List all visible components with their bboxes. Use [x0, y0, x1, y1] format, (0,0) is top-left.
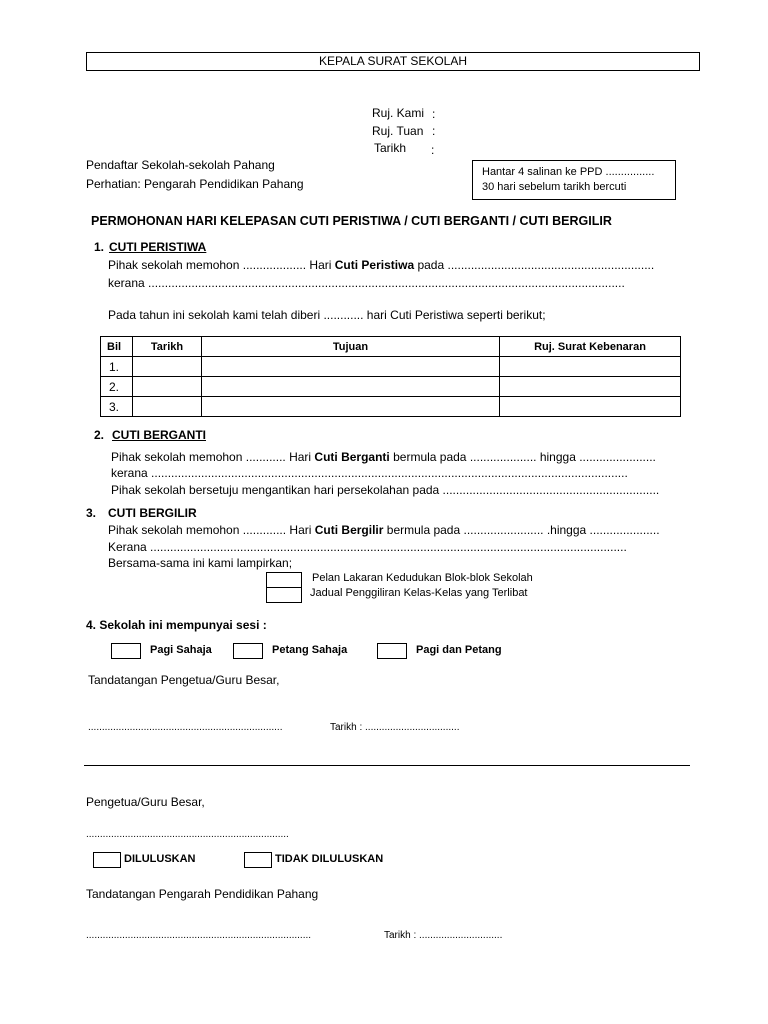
section3-line3: Bersama-sama ini kami lampirkan;: [108, 556, 293, 570]
diluluskan-checkbox[interactable]: [93, 852, 121, 868]
addressee-line1: Pendaftar Sekolah-sekolah Pahang: [86, 158, 275, 172]
col-tarikh: Tarikh: [133, 337, 202, 357]
letterhead-text: KEPALA SURAT SEKOLAH: [318, 54, 468, 68]
letterhead-box: [86, 52, 700, 71]
section3-line1-c: bermula pada ........................ .hingga .....................: [383, 523, 660, 537]
section2-line1-a: Pihak sekolah memohon ............ Hari: [111, 450, 315, 464]
tarikh-cell[interactable]: [133, 397, 202, 417]
row-number: 2.: [101, 377, 133, 397]
director-signature-line[interactable]: .................................................................................: [86, 930, 312, 941]
tarikh-cell[interactable]: [133, 377, 202, 397]
section2-line1: [111, 450, 656, 464]
section2-line1-c: bermula pada .................... hingga .......................: [389, 450, 656, 464]
section1-line1-bold: Cuti Peristiwa: [334, 258, 415, 272]
tujuan-cell[interactable]: [202, 397, 500, 417]
attach-plan-label: Pelan Lakaran Kedudukan Blok-blok Sekolah: [312, 572, 533, 584]
table-header-row: [101, 337, 681, 357]
diluluskan-label: DILULUSKAN: [124, 853, 196, 865]
tarikh-cell[interactable]: [133, 357, 202, 377]
tarikh-colon: :: [431, 143, 435, 157]
col-ruj-surat: Ruj. Surat Kebenaran: [500, 337, 681, 357]
pagi-sahaja-label: Pagi Sahaja: [150, 644, 212, 656]
section3-line1-bold: Cuti Bergilir: [314, 523, 384, 537]
reply-salutation: Pengetua/Guru Besar,: [86, 795, 205, 809]
row-number: 1.: [101, 357, 133, 377]
addressee-line2: Perhatian: Pengarah Pendidikan Pahang: [86, 177, 304, 191]
col-tujuan: Tujuan: [202, 337, 500, 357]
section3-line2: Kerana ...............................................................................................................................................: [108, 540, 627, 554]
ruj-surat-cell[interactable]: [500, 357, 681, 377]
attach-plan-checkbox[interactable]: [266, 572, 302, 588]
petang-sahaja-label: Petang Sahaja: [272, 644, 348, 656]
section2-line1-bold: Cuti Berganti: [314, 450, 390, 464]
table-row: [101, 377, 681, 397]
form-title: PERMOHONAN HARI KELEPASAN CUTI PERISTIWA / CUTI BERGANTI / CUTI BERGILIR: [91, 214, 612, 228]
tidak-diluluskan-checkbox[interactable]: [244, 852, 272, 868]
tidak-diluluskan-label: TIDAK DILULUSKAN: [275, 853, 384, 865]
ruj-kami-label: Ruj. Kami: [372, 106, 425, 120]
section3-heading: CUTI BERGILIR: [108, 506, 197, 520]
ruj-surat-cell[interactable]: [500, 377, 681, 397]
note-line1: Hantar 4 salinan ke PPD ................: [482, 166, 655, 178]
cuti-peristiwa-table: [100, 336, 681, 417]
ruj-tuan-colon: :: [432, 124, 436, 138]
section2-line2: kerana ...............................................................................................................................................: [111, 466, 628, 480]
ruj-kami-colon: :: [432, 107, 436, 121]
pagi-petang-label: Pagi dan Petang: [416, 644, 502, 656]
section3-line1: [108, 523, 660, 537]
section2-heading: CUTI BERGANTI: [112, 428, 206, 442]
attach-schedule-label: Jadual Penggiliran Kelas-Kelas yang Terlibat: [310, 587, 528, 599]
director-date[interactable]: Tarikh : ..............................: [384, 930, 503, 941]
section1-line1: [108, 258, 654, 272]
table-row: [101, 397, 681, 417]
note-line2: 30 hari sebelum tarikh bercuti: [482, 181, 627, 193]
section1-line2: kerana ...............................................................................................................................................: [108, 276, 625, 290]
section1-heading: CUTI PERISTIWA: [109, 240, 207, 254]
table-row: [101, 357, 681, 377]
reply-name-line[interactable]: .........................................................................: [86, 829, 289, 840]
pagi-petang-checkbox[interactable]: [377, 643, 407, 659]
section1-line3: Pada tahun ini sekolah kami telah diberi ............ hari Cuti Peristiwa seperti berikut;: [108, 308, 546, 322]
attach-schedule-checkbox[interactable]: [266, 587, 302, 603]
note-box: [472, 160, 676, 200]
section1-line1-c: pada ..............................................................: [414, 258, 655, 272]
section4-heading: 4. Sekolah ini mempunyai sesi :: [86, 618, 267, 632]
section1-number: 1.: [94, 240, 105, 254]
ruj-tuan-label: Ruj. Tuan: [372, 124, 424, 138]
section3-line1-a: Pihak sekolah memohon ............. Hari: [108, 523, 315, 537]
section3-number: 3.: [86, 506, 97, 520]
col-bil: Bil: [101, 337, 133, 357]
tujuan-cell[interactable]: [202, 357, 500, 377]
tujuan-cell[interactable]: [202, 377, 500, 397]
ruj-surat-cell[interactable]: [500, 397, 681, 417]
section2-line3: Pihak sekolah bersetuju mengantikan hari persekolahan pada .................................................................: [111, 483, 660, 497]
petang-sahaja-checkbox[interactable]: [233, 643, 263, 659]
row-number: 3.: [101, 397, 133, 417]
principal-signature-label: Tandatangan Pengetua/Guru Besar,: [88, 673, 280, 687]
pagi-sahaja-checkbox[interactable]: [111, 643, 141, 659]
tarikh-label: Tarikh: [374, 141, 407, 155]
section-divider: [84, 765, 690, 766]
section2-number: 2.: [94, 428, 105, 442]
principal-signature-line[interactable]: ......................................................................: [88, 722, 283, 733]
director-signature-label: Tandatangan Pengarah Pendidikan Pahang: [86, 887, 319, 901]
principal-date[interactable]: Tarikh : ..................................: [330, 722, 460, 733]
section1-line1-a: Pihak sekolah memohon ................... Hari: [108, 258, 335, 272]
